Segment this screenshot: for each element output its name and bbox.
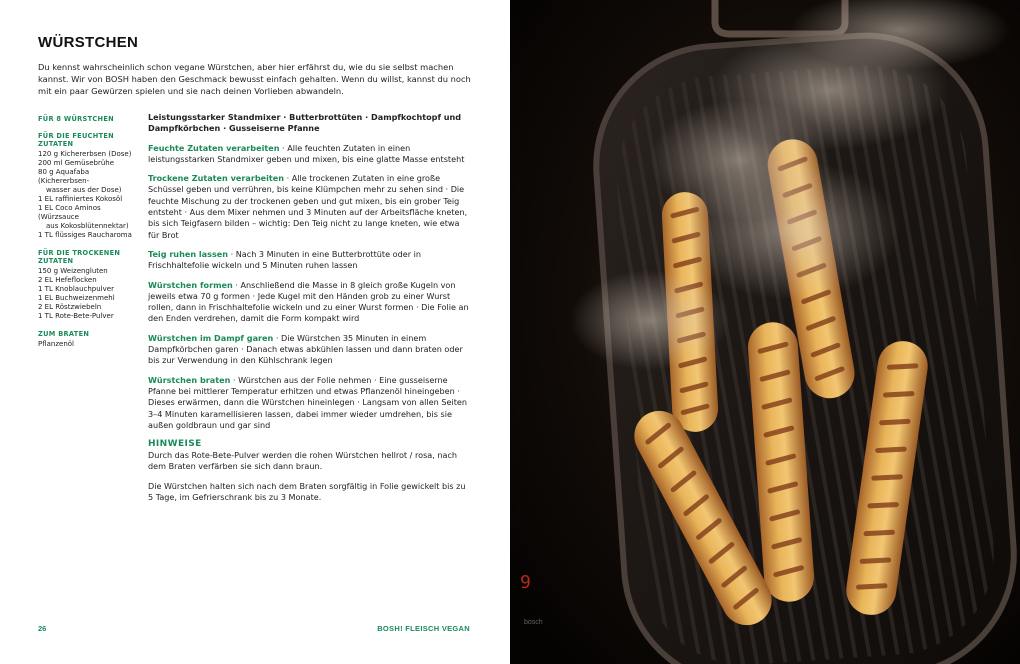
ingredient-item: 1 TL Rote-Bete-Pulver: [38, 312, 114, 320]
step-text: · Nach 3 Minuten in eine Butterbrottüte oder in Frischhaltefolie wickeln und 5 Minuten ruhen lassen: [148, 248, 421, 271]
ingredient-item: Pflanzenöl: [38, 340, 75, 348]
recipe-intro: Du kennst wahrscheinlich schon vegane Würstchen, aber hier erfährst du, wie du sie selbst machen kannst. Wir von BOSH haben den Geschmack bewusst einfach gehalten. Wenn du willst, kannst du noch mit ein paar Gewürzen spielen und sie nach deinen Vorlieben abwandeln.: [38, 62, 471, 97]
wet-ingredients-heading: FÜR DIE FEUCHTEN ZUTATEN: [38, 132, 114, 148]
ingredient-item: 120 g Kichererbsen (Dose): [38, 150, 132, 158]
equipment-list: Leistungsstarker Standmixer · Butterbrottüten · Dampfkochtopf und Dampfkörbchen · Gusseiserne Pfanne: [148, 112, 462, 134]
step-text: · Die Würstchen 35 Minuten in einem Dampfkörbchen garen · Danach etwas abkühlen lassen und dann braten oder bis zur Verwendung in den Kühlschrank legen: [148, 332, 463, 366]
book-title: BOSH! FLEISCH VEGAN: [377, 624, 470, 633]
hint-text: Die Würstchen halten sich nach dem Braten sorgfältig in Folie gewickelt bis zu 5 Tage, im Gefrierschrank bis zu 3 Monate.: [148, 480, 466, 503]
step-title: Würstchen im Dampf garen: [148, 332, 274, 343]
step-text: · Würstchen aus der Folie nehmen · Eine gusseiserne Pfanne bei mittlerer Temperatur erhitzen und etwas Pflanzenöl hineingeben · Dieses erwärmen, dann die Würstchen hineinlegen · Langsam von allen Seiten 3–4 Minuten karamellisieren lassen, dabei immer wieder umdrehen, bis sie außen goldbraun und gar sind: [148, 374, 468, 430]
sausages-on-grill-pan-photo: [510, 0, 1020, 664]
step-title: Würstchen braten: [148, 374, 231, 385]
hints-heading: HINWEISE: [148, 439, 202, 450]
dry-ingredients-heading: FÜR DIE TROCKENEN ZUTATEN: [38, 249, 121, 265]
step-title: Trockene Zutaten verarbeiten: [148, 173, 284, 184]
step-title: Feuchte Zutaten verarbeiten: [148, 142, 280, 153]
ingredient-item: 200 ml Gemüsebrühe: [38, 159, 115, 167]
method-step: [148, 143, 473, 166]
servings-label: FÜR 8 WÜRSTCHEN: [38, 115, 114, 123]
stove-brand-label: bosch: [524, 619, 543, 626]
ingredients-sidebar: [38, 115, 138, 358]
ingredient-item: wasser aus der Dose): [46, 186, 122, 194]
servings-block: [38, 115, 138, 123]
step-text: · Anschließend die Masse in 8 gleich große Kugeln von jeweils etwa 70 g formen · Jede Kugel mit den Händen grob zu einer Wurst rollen, dann in Frischhaltefolie wickeln und zu einer Wurst formen · Die Folie an den Enden verdrehen, damit die Form kompakt wird: [148, 279, 469, 324]
ingredient-item: 1 TL Knoblauchpulver: [38, 285, 114, 293]
method-step: [148, 173, 473, 241]
step-text: · Alle feuchten Zutaten in einen leistungsstarken Standmixer geben und mixen, bis eine glatte Masse entsteht: [148, 142, 465, 164]
wet-ingredients-block: [38, 132, 138, 240]
method-step: [148, 249, 473, 272]
ingredient-item: 1 EL raffiniertes Kokosöl: [38, 195, 123, 203]
ingredient-item: 1 EL Coco Aminos (Würzsauce: [38, 204, 101, 221]
recipe-title: WÜRSTCHEN: [38, 34, 139, 51]
method-step: [148, 280, 473, 325]
step-title: Würstchen formen: [148, 279, 233, 290]
stove-display-digit: 9: [520, 572, 531, 593]
ingredient-item: 150 g Weizengluten: [38, 267, 108, 275]
dry-ingredients-block: [38, 249, 138, 321]
step-text: · Alle trockenen Zutaten in eine große Schüssel geben und verrühren, bis keine Klümpchen mehr zu sehen sind · Die feuchte Mischung zu der trockenen geben und gut mixen, bis ein grober Teig entsteht · Aus dem Mixer nehmen und 3 Minuten auf der Arbeitsfläche kneten, bis sich Teigfasern bilden – wichtig: Den Teig nicht zu lange kneten, wie etwa für Brot: [148, 173, 468, 240]
right-page-photo: [510, 0, 1020, 664]
ingredient-item: 1 TL flüssiges Raucharoma: [38, 231, 132, 239]
ingredient-item: 80 g Aquafaba (Kichererbsen-: [38, 168, 90, 185]
method-column: [148, 112, 473, 511]
ingredient-item: 2 EL Röstzwiebeln: [38, 303, 102, 311]
ingredient-item: 1 EL Buchweizenmehl: [38, 294, 115, 302]
frying-block: [38, 330, 138, 349]
frying-heading: ZUM BRATEN: [38, 330, 90, 338]
ingredient-item: 2 EL Hefeflocken: [38, 276, 97, 284]
method-step: [148, 333, 473, 367]
page-number: 26: [38, 624, 47, 633]
hint-text: Durch das Rote-Bete-Pulver werden die rohen Würstchen hellrot / rosa, nach dem Braten verfärben sie sich dann braun.: [148, 450, 458, 472]
ingredient-item: aus Kokosblütennektar): [46, 222, 129, 230]
step-title: Teig ruhen lassen: [148, 248, 229, 259]
method-step: [148, 375, 473, 431]
